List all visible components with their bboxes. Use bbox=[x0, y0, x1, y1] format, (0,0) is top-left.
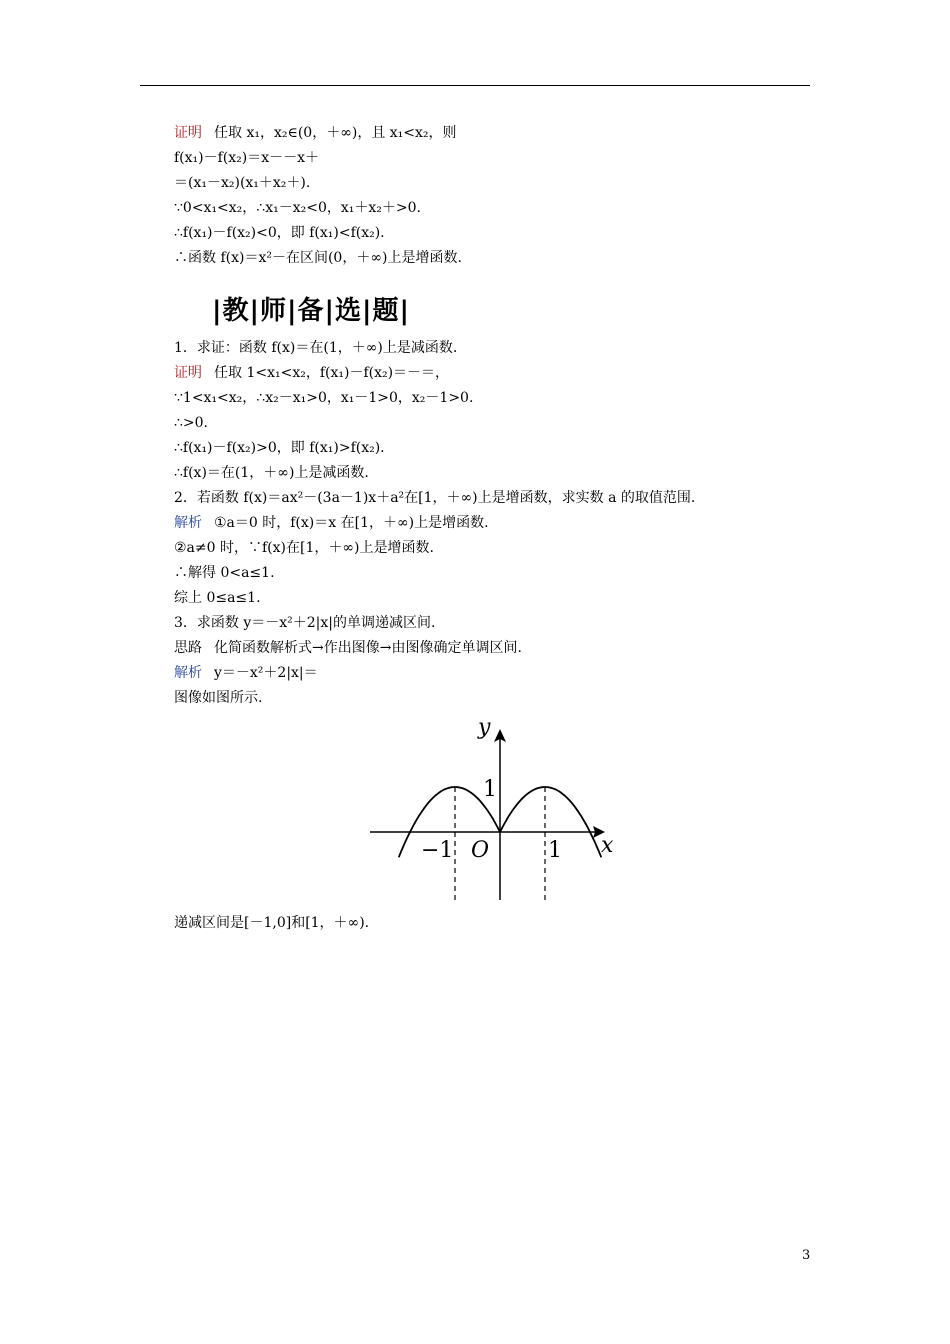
q3-solution-line-2: 图像如图所示. bbox=[174, 690, 263, 706]
proof-line-1: 证明 任取 x₁，x₂∈(0，＋∞)，且 x₁<x₂，则 bbox=[174, 125, 457, 141]
q2-solution-line-4: 综上 0≤a≤1. bbox=[174, 590, 261, 606]
y-axis-label: y bbox=[478, 715, 491, 740]
function-graph bbox=[365, 712, 620, 902]
section-heading: |教|师|备|选|题| bbox=[212, 296, 410, 326]
origin-label: O bbox=[471, 838, 490, 863]
proof-line-5: ∴f(x₁)－f(x₂)<0，即 f(x₁)<f(x₂). bbox=[174, 225, 385, 241]
proof-label: 证明 bbox=[174, 365, 202, 381]
proof-line-2: f(x₁)－f(x₂)＝x－－x＋ bbox=[174, 150, 320, 166]
q3-answer: 递减区间是[－1,0]和[1，＋∞). bbox=[174, 915, 370, 931]
q1-proof-line-4: ∴f(x₁)－f(x₂)>0，即 f(x₁)>f(x₂). bbox=[174, 440, 385, 456]
proof-line-6: ∴函数 f(x)＝x²－在区间(0，＋∞)上是增函数. bbox=[174, 250, 462, 266]
approach-label: 思路 bbox=[174, 640, 202, 656]
q1-proof-line-3: ∴>0. bbox=[174, 415, 208, 431]
header-rule bbox=[140, 85, 810, 86]
x-tick-neg1: −1 bbox=[421, 838, 454, 863]
x-tick-1: 1 bbox=[548, 838, 562, 863]
q3-solution-line-1: 解析 y＝－x²＋2|x|＝ bbox=[174, 665, 318, 681]
y-tick-1: 1 bbox=[483, 777, 497, 802]
q1-proof-line-1: 证明 任取 1<x₁<x₂，f(x₁)－f(x₂)＝－＝， bbox=[174, 365, 450, 381]
q2-solution-line-1: 解析 ①a＝0 时，f(x)＝x 在[1，＋∞)上是增函数. bbox=[174, 515, 489, 531]
q2-solution-line-2: ②a≠0 时，∵f(x)在[1，＋∞)上是增函数. bbox=[174, 540, 434, 556]
question-3: 3．求函数 y＝－x²＋2|x|的单调递减区间. bbox=[174, 615, 436, 631]
proof-label: 证明 bbox=[174, 125, 202, 141]
x-axis-label: x bbox=[601, 833, 614, 858]
proof-line-4: ∵0<x₁<x₂，∴x₁－x₂<0，x₁＋x₂＋>0. bbox=[174, 200, 421, 216]
q3-approach: 思路 化简函数解析式→作出图像→由图像确定单调区间. bbox=[174, 640, 522, 656]
page-number: 3 bbox=[802, 1248, 811, 1263]
question-1: 1．求证：函数 f(x)＝在(1，＋∞)上是减函数. bbox=[174, 340, 458, 356]
q1-proof-line-5: ∴f(x)＝在(1，＋∞)上是减函数. bbox=[174, 465, 369, 481]
solution-label: 解析 bbox=[174, 515, 202, 531]
proof-line-3: ＝(x₁－x₂)(x₁＋x₂＋). bbox=[174, 175, 311, 191]
q1-proof-line-2: ∵1<x₁<x₂，∴x₂－x₁>0，x₁－1>0，x₂－1>0. bbox=[174, 390, 474, 406]
solution-label: 解析 bbox=[174, 665, 202, 681]
question-2: 2．若函数 f(x)＝ax²－(3a－1)x＋a²在[1，＋∞)上是增函数，求实数 a 的取值范围. bbox=[174, 490, 696, 506]
q2-solution-line-3: ∴解得 0<a≤1. bbox=[174, 565, 275, 581]
